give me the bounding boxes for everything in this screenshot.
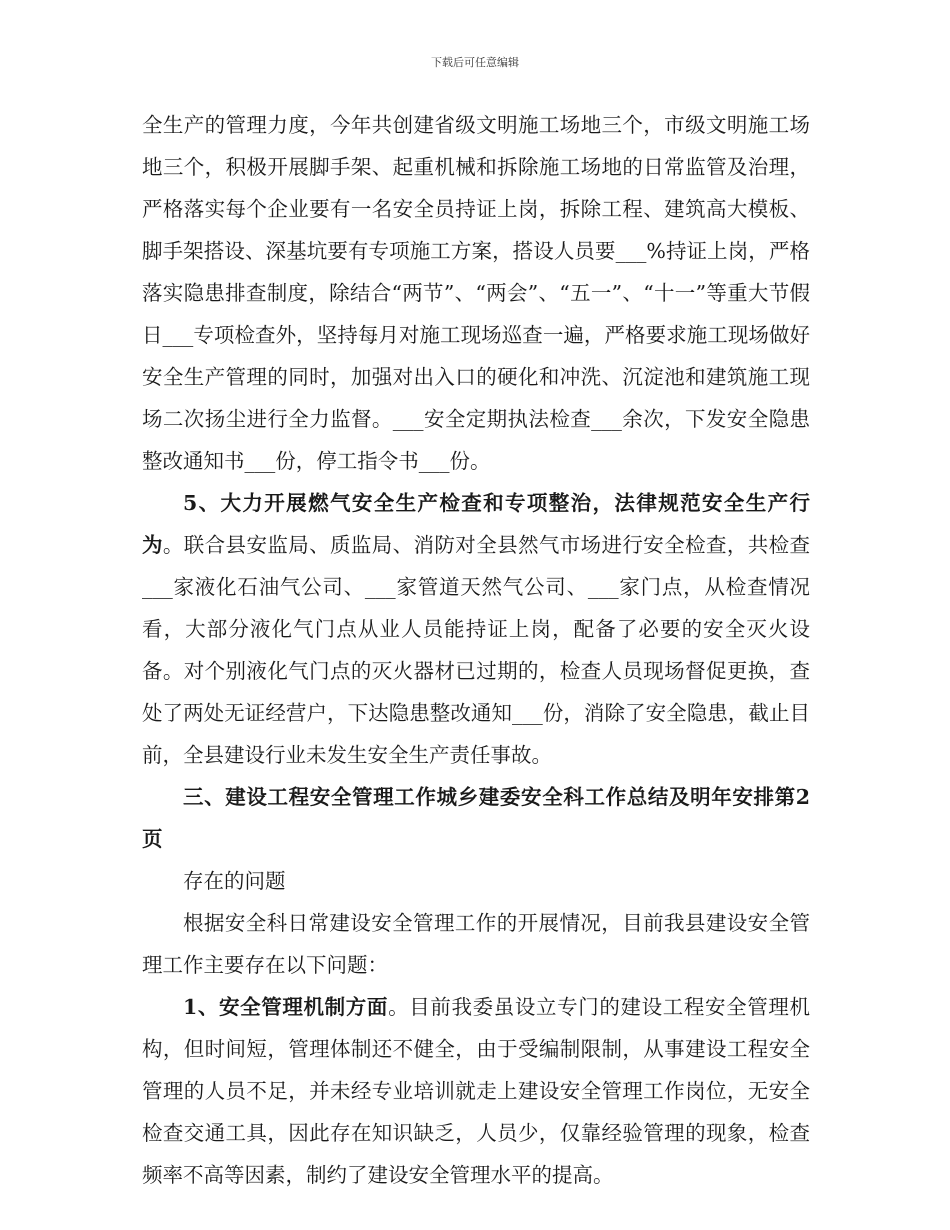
paragraph-3: 根据安全科日常建设安全管理工作的开展情况，目前我县建设安全管理工作主要存在以下问题： bbox=[142, 911, 810, 977]
paragraph-4-text: 。目前我委虽设立专门的建设工程安全管理机构，但时间短，管理体制还不健全，由于受编制限制，从事建设工程安全管理的人员不足，并未经专业培训就走上建设安全管理工作岗位，无安全检查交通工具，因此存在知识缺乏，人员少，仅靠经验管理的现象，检查频率不高等因素，制约了建设安全管理水平的提高。 bbox=[142, 995, 811, 1187]
section-heading: 三、建设工程安全管理工作城乡建委安全科工作总结及明年安排第2页 bbox=[142, 785, 810, 851]
subheading: 存在的问题 bbox=[183, 869, 286, 893]
paragraph-1: 全生产的管理力度，今年共创建省级文明施工场地三个，市级文明施工场地三个，积极开展脚手架、起重机械和拆除施工场地的日常监管及治理，严格落实每个企业要有一名安全员持证上岗，拆除工程、建筑高大模板、脚手架搭设、深基坑要有专项施工方案，搭设人员要___%持证上岗，严格落实隐患排查制度，除结合“两节”、“两会”、“五一”、“十一”等重大节假日___专项检查外，坚持每月对施工现场巡查一遍，严格要求施工现场做好安全生产管理的同时，加强对出入口的硬化和冲洗、沉淀池和建筑施工现场二次扬尘进行全力监督。___安全定期执法检查___余次，下发安全隐患整改通知书___份，停工指令书___份。 bbox=[142, 113, 810, 473]
paragraph-2 bbox=[142, 482, 810, 776]
document-body bbox=[142, 104, 810, 1196]
page-header: 下载后可任意编辑 bbox=[431, 56, 519, 69]
paragraph-2-heading: 5、大力开展燃气安全生产检查和专项整治，法律规范安全生产行为 bbox=[142, 491, 810, 557]
paragraph-4-heading: 1、安全管理机制方面 bbox=[183, 995, 389, 1019]
paragraph-4 bbox=[142, 986, 810, 1196]
paragraph-2-text: 。联合县安监局、质监局、消防对全县然气市场进行安全检查，共检查___家液化石油气公司、___家管道天然气公司、___家门点，从检查情况看，大部分液化气门点从业人员能持证上岗，配备了必要的安全灭火设备。对个别液化气门点的灭火器材已过期的，检查人员现场督促更换，查处了两处无证经营户，下达隐患整改通知___份，消除了安全隐患，截止目前，全县建设行业未发生安全生产责任事故。 bbox=[142, 533, 811, 767]
